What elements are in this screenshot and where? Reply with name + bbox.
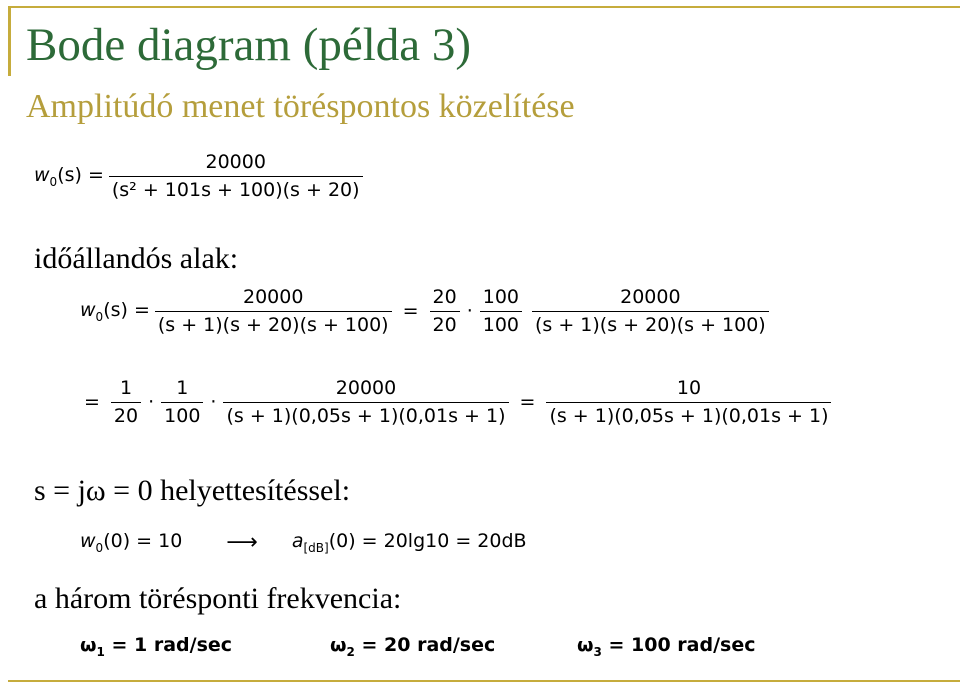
break-frequency-3: $\omega_3 = 100$ rad/sec	[577, 634, 756, 659]
break-frequency-2: $\omega_2 = 20$ rad/sec	[330, 634, 496, 659]
label-break-frequencies: a három törésponti frekvencia:	[34, 582, 402, 615]
label-time-constant-form: időállandós alak:	[34, 242, 239, 275]
arrow-icon: ⟶	[226, 530, 258, 555]
slide-title: Bode diagram (példa 3)	[26, 19, 472, 71]
break-frequency-1: $\omega_1 = 1$ rad/sec	[80, 634, 233, 659]
equation-time-constant-1: $w_0(s)$ = $\frac{20000}{(s + 1)(s + 20)(s + 100)}$ = $\frac{20}{20}$ · $\frac{100}{100}$ $\frac{20000}{(s + 1)(s + 20)(s + 100)}$	[80, 287, 774, 336]
label-substitution: s = jω = 0 helyettesítéssel:	[34, 474, 351, 507]
slide-subtitle: Amplitúdó menet töréspontos közelítése	[26, 88, 575, 125]
equation-static-gain: $w_0(0) = 10$ ⟶ $a_{[dB]}(0) = 20\lg 10 = 20dB$	[80, 530, 527, 555]
equation-time-constant-2: = $\frac{1}{20}$ · $\frac{1}{100}$ · $\frac{20000}{(s + 1)(0,05s + 1)(0,01s + 1)}$ = $\frac{10}{(s + 1)(0,05s + 1)(0,01s + 1)}$	[78, 378, 836, 427]
equation-transfer-function: $w_0(s)$ = $\frac{20000}{\text{(s² + 101s + 100)(s + 20)}}$	[34, 152, 368, 201]
left-accent-bar	[8, 6, 11, 76]
top-divider	[8, 6, 960, 8]
bottom-divider	[8, 680, 960, 682]
